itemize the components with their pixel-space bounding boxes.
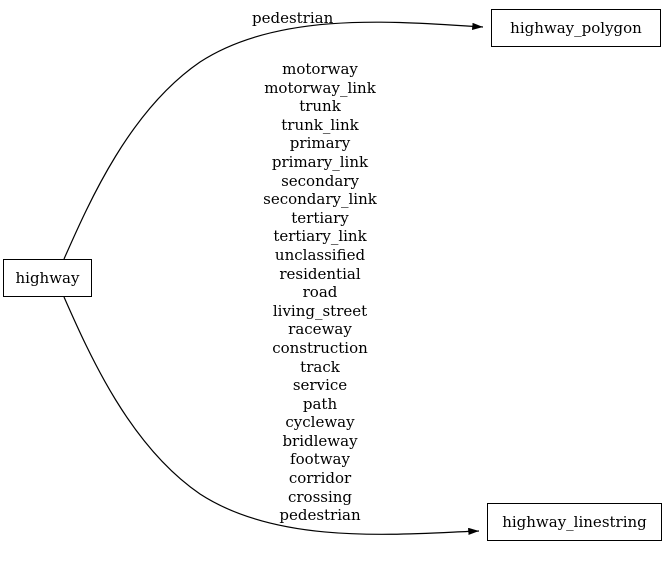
edge-label-line: corridor	[288, 469, 352, 488]
edge-label-line: living_street	[272, 301, 368, 320]
edge-label-line: secondary_link	[263, 190, 377, 209]
edge-label-highway-linestring	[235, 60, 405, 525]
edge-label-line: pedestrian	[252, 9, 334, 27]
edge-label-line: motorway_link	[264, 78, 376, 97]
edge-label-line: cycleway	[285, 413, 355, 432]
edge-label-line: raceway	[288, 320, 352, 339]
edge-label-line: service	[292, 376, 348, 395]
node-highway-linestring[interactable]	[487, 503, 662, 541]
edge-label-line: primary	[289, 134, 351, 153]
edge-label-line: residential	[279, 264, 361, 283]
edge-label-line: construction	[272, 338, 368, 357]
edge-label-line: path	[302, 394, 338, 413]
node-highway-label: highway	[15, 268, 80, 287]
edge-label-line: unclassified	[274, 245, 366, 264]
node-highway-polygon[interactable]	[491, 9, 661, 47]
edge-label-line: primary_link	[271, 152, 369, 171]
edge-label-line: footway	[290, 450, 350, 469]
node-highway-polygon-label: highway_polygon	[510, 18, 642, 37]
edge-label-highway-polygon	[252, 9, 333, 28]
edge-label-line: pedestrian	[279, 506, 361, 525]
edge-label-line: crossing	[287, 487, 353, 506]
edge-label-line: tertiary_link	[273, 227, 367, 246]
edge-label-line: track	[300, 357, 340, 376]
edge-label-line: trunk_link	[281, 115, 359, 134]
node-highway[interactable]	[3, 259, 92, 297]
edge-label-line: road	[302, 283, 338, 302]
node-highway-linestring-label: highway_linestring	[502, 512, 647, 531]
edge-label-line: tertiary	[291, 208, 349, 227]
edge-label-line: bridleway	[282, 431, 358, 450]
edge-label-line: trunk	[299, 97, 341, 116]
edge-label-line: secondary	[281, 171, 359, 190]
edge-label-line: motorway	[282, 60, 358, 78]
